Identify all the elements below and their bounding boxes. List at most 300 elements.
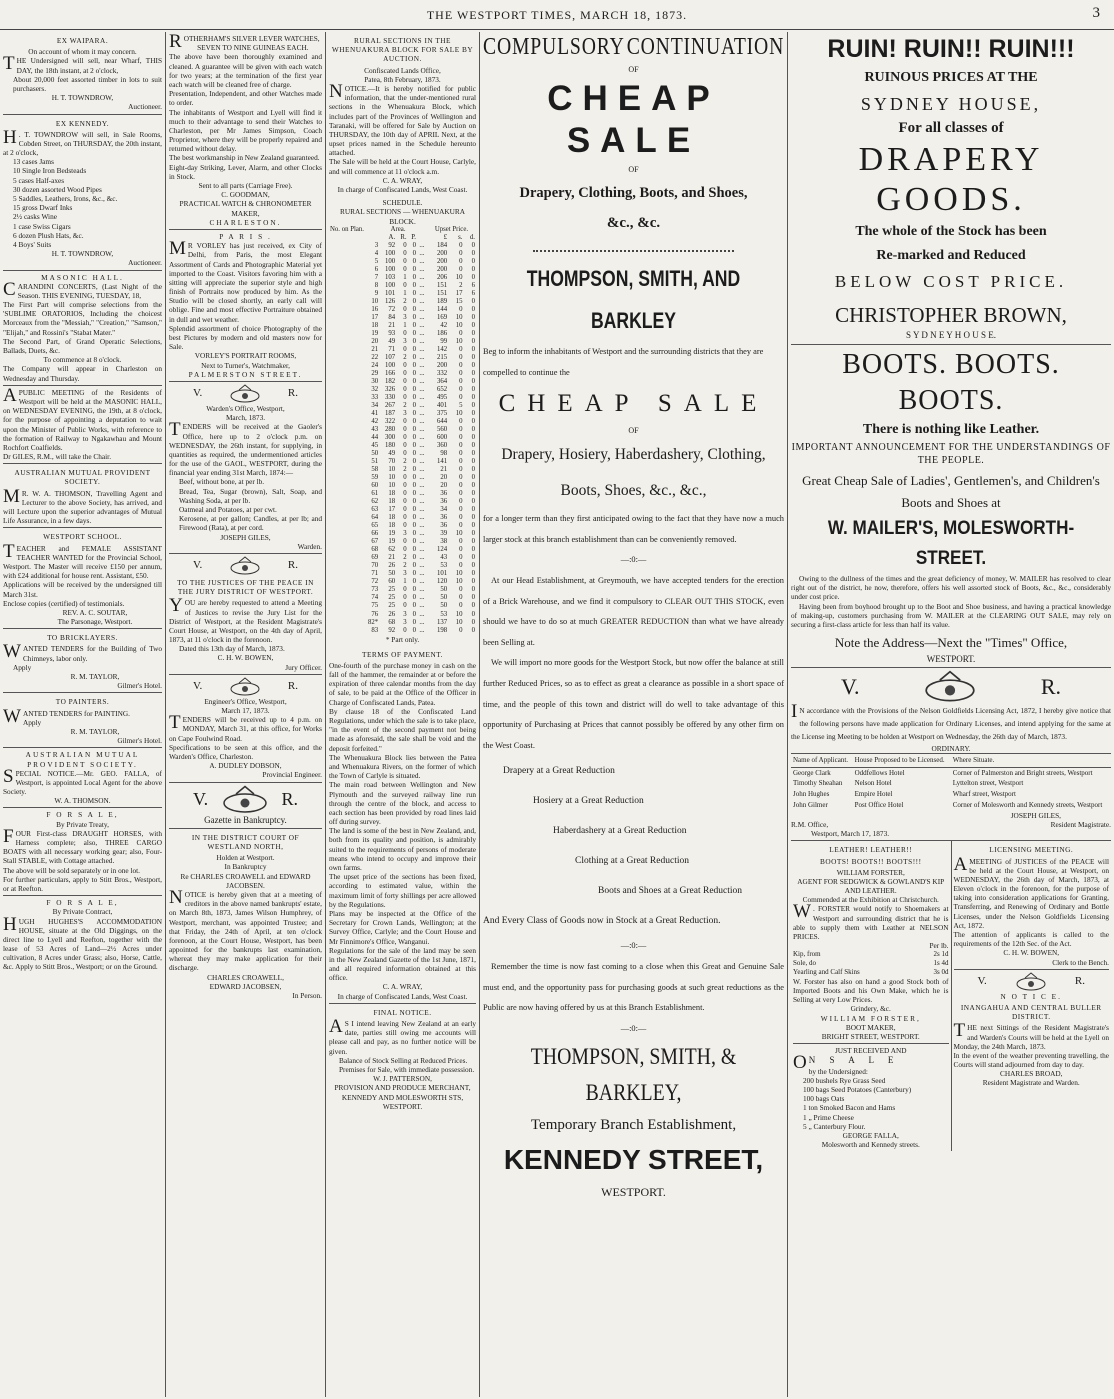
area-acres: 60: [388, 578, 396, 586]
price-pence: 0: [471, 249, 475, 257]
list-item: 10 Single Iron Bedsteads: [13, 166, 87, 176]
table-row: [329, 394, 476, 402]
area-acres: 182: [384, 378, 396, 386]
unit-label: A.: [388, 233, 396, 241]
ad-date: March, 1873.: [225, 413, 266, 423]
price-pounds: 652: [436, 386, 448, 394]
area-perches: 0: [412, 386, 416, 394]
price-pounds: 124: [436, 546, 448, 554]
ad-amp-society: [3, 464, 162, 528]
headline-line: For all classes of: [898, 120, 1004, 136]
masthead: [0, 0, 1114, 30]
ad-signature-place: BRIGHT STREET, WESTPORT.: [821, 1031, 920, 1041]
price-row: [793, 959, 949, 968]
area-perches: 0: [412, 394, 416, 402]
table-row: [329, 546, 476, 554]
drop-cap: M: [169, 238, 186, 260]
ad-paragraph: Owing to the dullness of the times and the great deficiency of money, W. MAILER has resolved to clear right out of the district, he now, therefore, offers his well assorted stock of Boots, &c., &c., considerably under cost price.: [791, 574, 1111, 602]
ad-heading: MASONIC HALL.: [41, 272, 124, 282]
ad-subheading: By Private Contract,: [52, 907, 113, 917]
area-roods: 2: [403, 562, 407, 570]
headline-boots: BOOTS. BOOTS. BOOTS.: [842, 349, 1060, 416]
price-shillings: 0: [459, 354, 463, 361]
establishment-label: Temporary Branch Establishment,: [530, 1117, 737, 1134]
area-roods: 0: [403, 602, 407, 610]
area-acres: 326: [384, 386, 396, 394]
area-roods: 0: [403, 249, 407, 257]
area-perches: 0: [412, 241, 416, 249]
price-value: 1s 4d: [933, 959, 949, 968]
coat-of-arms-icon: [215, 785, 275, 815]
price-shillings: 0: [459, 538, 463, 546]
headline-line: There is nothing like Leather.: [862, 422, 1040, 437]
table-row: [329, 458, 476, 466]
area-roods: 2: [403, 466, 407, 474]
price-shillings: 2: [459, 281, 463, 289]
crest-letter-v: V.: [193, 387, 203, 399]
table-row: [329, 346, 476, 354]
table-units-row: [329, 234, 476, 242]
drop-cap: A: [329, 1016, 343, 1038]
table-row: [329, 370, 476, 378]
ad-heading: EX WAIPARA.: [56, 36, 109, 45]
price-shillings: 0: [459, 562, 463, 570]
ad-signature-title: Gilmer's Hotel.: [117, 736, 162, 746]
column-5: [787, 32, 1114, 1397]
ad-paragraph: Presentation, Independent, and other Watches made to order.: [169, 89, 322, 108]
area-perches: 0: [412, 610, 416, 618]
leader-dots: ...: [419, 378, 425, 386]
ad-paragraph: The above have been thoroughly examined and cleaned. A guarantee will be given with each watch for two years; at the termination of the first year each watch will be cleaned free of charge.: [169, 52, 322, 89]
area-acres: 10: [388, 482, 396, 490]
unit-label: £: [443, 233, 448, 241]
leader-dots: ...: [419, 289, 425, 297]
drop-cap: T: [953, 1020, 966, 1042]
ad-terms-of-payment: [329, 646, 476, 1004]
table-row: [329, 242, 476, 250]
ad-signature: C. GOODMAN,: [221, 190, 270, 200]
table-row: [329, 562, 476, 570]
area-acres: 21: [388, 554, 396, 562]
ad-rural-sections: [329, 32, 476, 196]
ad-signature-title: The Parsonage, Westport.: [57, 617, 133, 627]
area-perches: 0: [412, 578, 416, 586]
leader-dots: ...: [419, 594, 425, 602]
leader-dots: ...: [419, 626, 425, 634]
ad-heading: AUSTRALIAN MUTUAL PROVIDENT SOCIETY.: [14, 468, 151, 487]
section-number: 17: [371, 313, 379, 321]
ad-paris-portraits: [169, 230, 322, 382]
price-shillings: 0: [459, 458, 463, 466]
table-row: [329, 530, 476, 538]
price-pence: 0: [471, 554, 475, 562]
area-roods: 3: [403, 313, 407, 321]
ad-signature: CHARLES BROAD,: [1000, 1069, 1063, 1079]
drop-cap: F: [3, 825, 14, 847]
area-acres: 10: [388, 466, 396, 474]
ad-subheading: On account of whom it may concern.: [28, 47, 137, 57]
price-pounds: 42: [440, 321, 448, 329]
separator: —:0:—: [620, 555, 647, 565]
table-row: [329, 266, 476, 274]
area-perches: 0: [412, 474, 416, 482]
area-perches: 0: [412, 426, 416, 434]
area-roods: 2: [403, 297, 407, 305]
area-acres: 25: [388, 594, 396, 602]
price-pence: 0: [471, 370, 475, 378]
section-number: 71: [371, 570, 379, 578]
price-pounds: 200: [436, 265, 448, 273]
area-perches: 0: [412, 514, 416, 522]
signature-line: [791, 820, 1111, 829]
area-roods: 0: [403, 386, 407, 394]
price-pence: 0: [471, 546, 475, 554]
table-row: [791, 789, 1111, 800]
ad-subheading: Holden at Westport.: [216, 853, 275, 863]
area-acres: 49: [388, 450, 396, 458]
ad-signature: CHARLES CROAWELL,: [207, 972, 284, 982]
table-row: [329, 594, 476, 602]
leader-dots: ...: [419, 562, 425, 570]
area-acres: 100: [384, 257, 396, 265]
area-perches: 0: [412, 522, 416, 530]
ad-signature: W. J. PATTERSON,: [373, 1074, 432, 1084]
section-number: 10: [371, 297, 379, 305]
leader-dots: ...: [419, 490, 425, 498]
leader-dots: ...: [419, 450, 425, 458]
section-number: 7: [374, 273, 379, 281]
price-pence: 0: [471, 530, 475, 538]
section-number: 8: [374, 281, 379, 289]
firm-name: THOMPSON, SMITH, & BARKLEY,: [530, 1044, 737, 1106]
table-row: [329, 586, 476, 594]
royal-crest: [169, 384, 322, 404]
license-table: [791, 753, 1111, 811]
ad-paragraph: The Whenuakura Block lies between the Patea and Whenuakura Rivers, on the former of which the Town of Carlyle is situated.: [329, 752, 476, 781]
ad-signature-place: Molesworth and Kennedy streets.: [821, 1140, 920, 1150]
price-pence: 0: [471, 466, 475, 474]
ad-public-meeting: [3, 386, 162, 465]
ad-subheading: AGENT FOR SEDGWICK & GOWLAND'S KIP AND LEATHER.: [797, 876, 945, 896]
ad-paragraph: Applications will be received by the undersigned till March 31st.: [3, 580, 162, 599]
table-row: [329, 554, 476, 562]
price-shillings: 0: [459, 506, 463, 514]
crest-letter-r: R.: [1040, 674, 1061, 700]
connector: OF: [628, 165, 639, 174]
area-acres: 72: [388, 305, 396, 313]
hotel-name: Nelson Hotel: [854, 779, 892, 788]
price-shillings: 10: [455, 337, 463, 345]
price-pounds: 600: [436, 434, 448, 442]
ad-heading: AUSTRALIAN MUTUAL PROVIDENT SOCIETY.: [25, 750, 140, 769]
area-roods: 0: [403, 281, 407, 289]
ad-signature-title: Warden.: [297, 541, 322, 551]
ad-paragraph: The upset price of the sections has been fixed, according to estimated value, within the maximum limit of forty shillings per acre allowed by the Regulations.: [329, 872, 476, 909]
ad-paragraph: Apply: [13, 662, 32, 672]
unit-label: s.: [458, 233, 463, 241]
price-pounds: 169: [436, 313, 448, 321]
hotel-location: Lyttelton street, Westport: [952, 779, 1024, 788]
ad-forster-leather: [793, 841, 949, 1044]
section-number: 32: [371, 386, 379, 394]
area-acres: 187: [384, 410, 396, 418]
area-roods: 0: [403, 329, 407, 337]
ad-jury-list: [169, 554, 322, 675]
leader-dots: ...: [419, 586, 425, 594]
ad-body: ENDERS will be received up to 4 p.m. on MONDAY, March 31, at this office, for Works on Cape Foulwind Road.: [169, 715, 322, 743]
price-shillings: 10: [455, 313, 463, 321]
ad-signature-place: CHARLESTON.: [209, 217, 282, 227]
price-pence: 0: [471, 594, 475, 602]
table-row: [329, 338, 476, 346]
column-header: Where Situate.: [951, 753, 1111, 767]
price-shillings: 10: [455, 410, 463, 418]
price-shillings: 10: [455, 618, 463, 626]
applicant-name: John Gilmer: [793, 800, 828, 809]
area-acres: 17: [388, 506, 396, 514]
ad-licensing-notice: [791, 668, 1111, 841]
ad-body: . FORSTER would notify to Shoemakers at Westport and surrounding district that he is able to supply them with Leather at NELSON PRICES.: [793, 904, 949, 941]
leader-dots: ...: [419, 610, 425, 618]
crest-letter-r: R.: [281, 789, 298, 810]
table-row: [329, 450, 476, 458]
list-item: 100 bags Seed Potatoes (Canterbury): [803, 1085, 912, 1095]
area-roods: 0: [403, 506, 407, 514]
hotel-location: Wharf street, Westport: [952, 790, 1016, 799]
price-pounds: 39: [440, 530, 448, 538]
area-roods: 3: [403, 618, 407, 626]
ad-signature: H. T. TOWNDROW,: [51, 93, 114, 103]
price-shillings: 0: [459, 386, 463, 394]
ad-signature: JOSEPH GILES,: [1010, 810, 1061, 820]
price-pence: 0: [471, 626, 475, 634]
leader-dots: ...: [419, 362, 425, 370]
ad-body: MEETING of JUSTICES of the PEACE will be held at the Court House, at Westport, on WEDNESDAY, the 26th day of March, 1873, at Eleven o'clock in the forenoon, for the purpose of taking into consideration applications for Granting, Transferring, and Renewing of Ordinary and Bottle Licenses, under the Nelson Goldfields Licensing Act, 1872.: [953, 856, 1109, 930]
ad-bricklayers: [3, 629, 162, 693]
ad-paragraph: Having been from boyhood brought up to the Boot and Shoe business, and having a practical knowledge of making-up, customers purchasing from W. MAILER at the CLEARING OUT SALE, may rely on securing a first-class article for less than half its value.: [791, 601, 1111, 629]
leader-dots: ...: [419, 305, 425, 313]
headline-below-cost: BELOW COST PRICE.: [834, 272, 1068, 291]
price-shillings: 0: [459, 482, 463, 490]
ad-office: Warden's Office, Westport,: [206, 403, 285, 413]
price-pounds: 36: [440, 522, 448, 530]
area-roods: 0: [403, 418, 407, 426]
area-acres: 18: [388, 514, 396, 522]
area-roods: 1: [403, 578, 407, 586]
table-row: [329, 514, 476, 522]
area-perches: 0: [412, 265, 416, 273]
price-pence: 0: [471, 354, 475, 361]
table-row: [329, 426, 476, 434]
price-pounds: 53: [440, 610, 448, 618]
price-pounds: 50: [440, 594, 448, 602]
table-row: [329, 442, 476, 450]
section-number: 64: [371, 514, 379, 522]
area-acres: 267: [384, 402, 396, 410]
ad-signature-title: Next to Turner's, Watchmaker,: [201, 360, 290, 370]
area-roods: 1: [403, 273, 407, 281]
table-row: [329, 466, 476, 474]
area-perches: 0: [412, 442, 416, 450]
list-item: Haberdashery at a Great Reduction: [553, 826, 687, 837]
area-roods: 0: [403, 586, 407, 594]
area-roods: 0: [403, 426, 407, 434]
price-pence: 0: [471, 305, 475, 313]
price-shillings: 0: [459, 554, 463, 562]
drop-cap: C: [3, 278, 16, 300]
price-list: [793, 950, 949, 976]
price-shillings: 0: [459, 474, 463, 482]
ad-body: ANTED TENDERS for the Building of Two Chimneys, labor only.: [22, 644, 162, 663]
ad-signature-title: Auctioneer.: [128, 258, 162, 268]
price-shillings: 0: [459, 257, 463, 265]
area-perches: 0: [412, 313, 416, 321]
ad-heading: TO BRICKLAYERS.: [47, 633, 118, 643]
price-pounds: 141: [436, 458, 448, 466]
proprietor-name: CHRISTOPHER BROWN,: [835, 303, 1067, 327]
ad-bankruptcy-notice: [169, 829, 322, 1002]
list-item: 1 ton Smoked Bacon and Hams: [803, 1103, 896, 1113]
price-pence: 0: [471, 474, 475, 482]
drop-cap: W: [793, 901, 811, 923]
table-row: [329, 314, 476, 322]
price-pence: 0: [471, 362, 475, 370]
section-title: Gazette in Bankruptcy.: [204, 814, 287, 825]
ad-office: Engineer's Office, Westport,: [204, 696, 287, 706]
area-acres: 68: [388, 618, 396, 626]
price-shillings: 0: [459, 522, 463, 530]
leader-dots: ...: [419, 546, 425, 554]
area-perches: 0: [412, 362, 416, 370]
address-note: WESTPORT.: [926, 654, 976, 665]
section-number: 74: [371, 594, 379, 602]
area-acres: 71: [388, 345, 396, 353]
table-row: [329, 386, 476, 394]
area-acres: 166: [384, 370, 396, 378]
table-header-row: [329, 226, 476, 234]
leader-dots: ...: [419, 578, 425, 586]
area-perches: 0: [412, 458, 416, 466]
table-row: [329, 290, 476, 298]
price-pence: 0: [471, 506, 475, 514]
area-perches: 0: [412, 434, 416, 442]
drop-cap: W: [3, 641, 21, 663]
table-row: [329, 506, 476, 514]
ad-cape-foulwind-tenders: [169, 675, 322, 783]
price-pounds: 184: [436, 241, 448, 249]
ad-paragraph: The above will be sold separately or in one lot.: [3, 865, 140, 875]
ad-office: R.M. Office,: [791, 819, 829, 829]
ad-signature: C. A. WRAY,: [382, 982, 423, 992]
ad-heading: F O R S A L E,: [46, 810, 119, 820]
crest-letter-r: R.: [1074, 974, 1085, 987]
license-rows: [791, 767, 1111, 811]
price-row: [793, 968, 949, 977]
headline-compulsory-continuation: [483, 32, 784, 62]
list-item: 13 cases Jams: [13, 157, 54, 167]
ad-body: OTICE is hereby given that at a meeting of creditors in the above named bankrupts' estate, on March 8th, 1873, James Wilson Humphrey, of Westport, merchant, was appointed Trustee; and that Friday, the 24th of April, at ten o'clock forenoon, at the Court House, Westport, has been appointed for the bankrupts last examination, whereat they may make application for their discharge.: [169, 889, 322, 973]
area-acres: 100: [384, 249, 396, 257]
area-roods: 0: [403, 538, 407, 546]
price-shillings: 10: [455, 570, 463, 578]
ad-heading: JUST RECEIVED AND: [834, 1046, 907, 1056]
section-number: 45: [371, 442, 379, 450]
drop-cap: T: [169, 419, 181, 441]
area-roods: 2: [403, 354, 407, 361]
area-acres: 26: [388, 610, 396, 618]
ad-heading: N S A L E: [808, 1055, 900, 1066]
table-row: [329, 402, 476, 410]
ad-paragraph: Specifications to be seen at this office, and the Warden's Office, Charleston.: [169, 742, 322, 761]
section-number: 82*: [367, 618, 379, 626]
leader-dots: ...: [419, 554, 425, 562]
price-item: Yearling and Calf Skins: [793, 968, 860, 976]
area-perches: 0: [412, 297, 416, 305]
area-acres: 103: [384, 273, 396, 281]
ad-heading: N O T I C E.: [1000, 991, 1062, 1001]
area-roods: 1: [403, 289, 407, 297]
leader-dots: ...: [419, 386, 425, 394]
ad-signature: Dr GILES, R.M., will take the Chair.: [3, 452, 112, 462]
ad-signature-place: PALMERSTON STREET.: [188, 369, 303, 379]
price-pence: 0: [471, 586, 475, 594]
section-number: 50: [371, 450, 379, 458]
area-acres: 92: [388, 626, 396, 634]
leader-dots: ...: [419, 257, 425, 265]
price-pounds: 36: [440, 498, 448, 506]
area-perches: 0: [412, 370, 416, 378]
area-perches: 0: [412, 506, 416, 514]
ad-heading: TERMS OF PAYMENT.: [361, 649, 443, 659]
price-shillings: 10: [455, 273, 463, 281]
area-acres: 100: [384, 281, 396, 289]
ad-paragraph: The inhabitants of Westport and Lyell will find it much to their advantage to send their Watches to Charleston, per Mr James Simpson, Coach Proprietor, where they will be properly repaired and returned without delay.: [169, 107, 322, 154]
area-acres: 330: [384, 394, 396, 402]
ad-heading: P A R I S .: [219, 231, 272, 241]
area-perches: 0: [412, 618, 416, 626]
ad-signature: R. M. TAYLOR,: [70, 726, 120, 736]
section-number: 65: [371, 522, 379, 530]
leader-dots: ...: [419, 313, 425, 321]
area-roods: 0: [403, 265, 407, 273]
list-item: 5 „ Canterbury Flour.: [803, 1121, 866, 1131]
price-pence: 0: [471, 578, 475, 586]
table-row: [329, 258, 476, 266]
area-perches: 0: [412, 554, 416, 562]
ad-subheading: In Bankruptcy: [224, 862, 267, 872]
ad-for-sale-horses: [3, 808, 162, 896]
column-3: [325, 32, 479, 1397]
price-shillings: 0: [459, 249, 463, 257]
crest-letter-v: V.: [193, 679, 203, 692]
ad-signature-title: In charge of Confiscated Lands, West Coast.: [337, 185, 468, 194]
price-unit: Per lb.: [929, 941, 949, 951]
ad-paragraph: The Company will appear in Charleston on Wednesday and Thursday.: [3, 364, 162, 383]
price-shillings: 0: [459, 418, 463, 426]
area-roods: 3: [403, 410, 407, 418]
ad-heading: LEATHER! LEATHER!!: [829, 845, 913, 855]
area-roods: 2: [403, 402, 407, 410]
ad-heading: EX KENNEDY.: [55, 118, 110, 128]
area-perches: 0: [412, 530, 416, 538]
price-pence: 6: [471, 281, 475, 289]
table-row: [329, 378, 476, 386]
price-shillings: 0: [459, 442, 463, 450]
drop-cap: A: [953, 853, 968, 875]
town-name: WESTPORT.: [601, 1185, 666, 1200]
price-pence: 0: [471, 482, 475, 490]
price-item: Sole, do: [793, 959, 816, 968]
